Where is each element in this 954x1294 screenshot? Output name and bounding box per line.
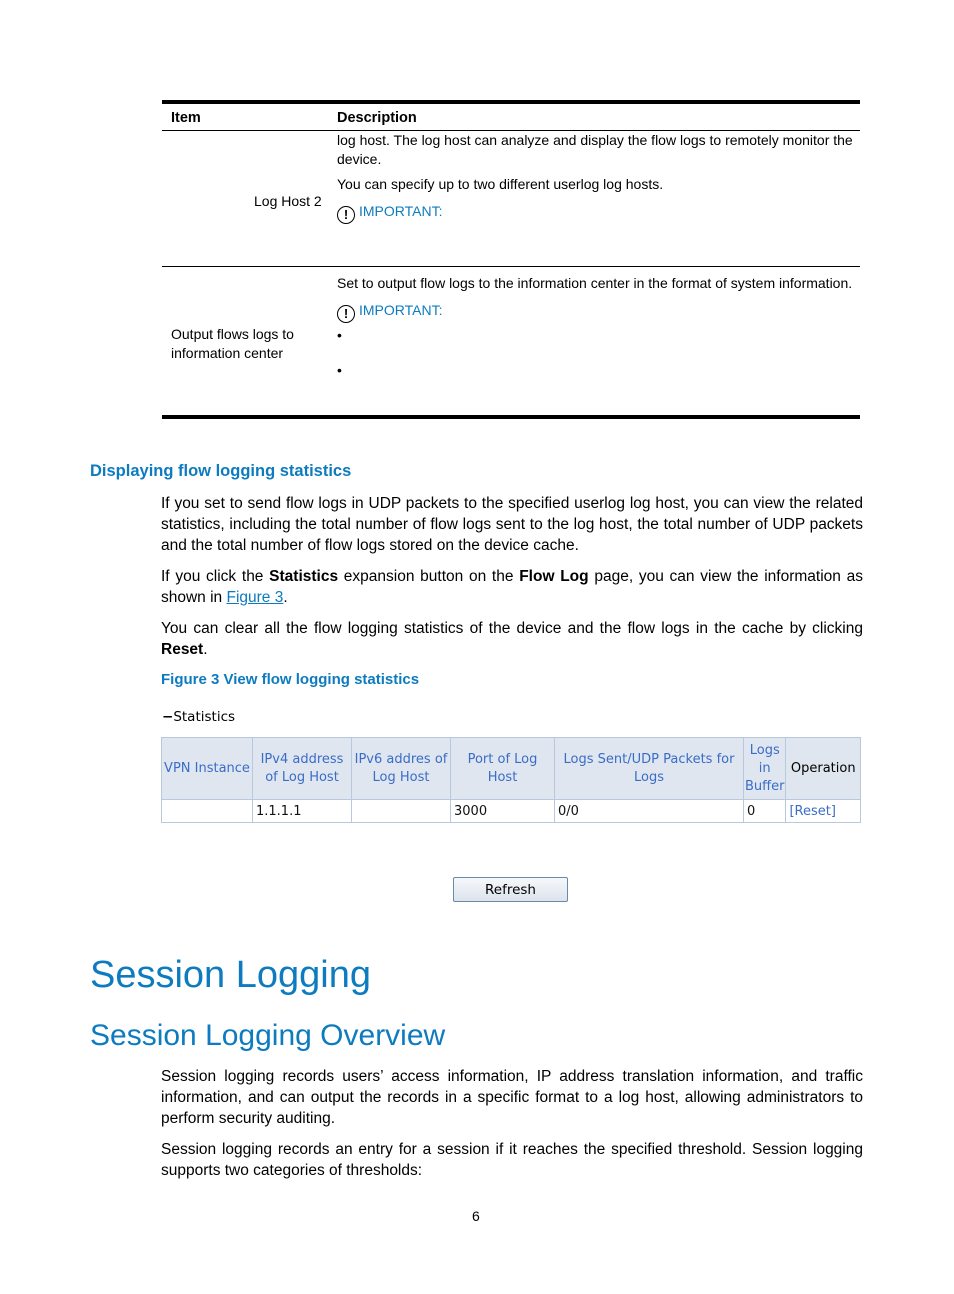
reset-link[interactable]: [Reset] [789, 803, 836, 819]
table-top-rule [162, 100, 860, 104]
chapter-title: Session Logging [90, 954, 371, 996]
p2-text-c: expansion button on the [338, 568, 520, 585]
session-paragraph-2: Session logging records an entry for a session if it reaches the specified threshold. Session logging supports two categories of thresholds: [161, 1141, 863, 1179]
p2-bold-flowlog: Flow Log [519, 568, 589, 585]
row2-item-line1: Output flows logs to [171, 326, 294, 342]
important-icon: ! [337, 305, 355, 323]
p3-bold-reset: Reset [161, 641, 204, 658]
p2-text-a: If you click the [161, 568, 270, 585]
section-overview-title: Session Logging Overview [90, 1019, 446, 1052]
table-bottom-rule [162, 415, 860, 419]
statistics-table [161, 737, 861, 823]
col-port-l1: Port of Log [467, 751, 538, 767]
row-divider [162, 266, 860, 267]
col-ipv4-l2: of Log Host [265, 769, 339, 785]
row1-description [337, 131, 857, 169]
p2-text-f: . [283, 589, 288, 606]
session-paragraph-1: Session logging records users’ access information, IP address translation information, and traffic information, and can output the records in a specific format to a log host, allowing administrators to perform security auditing. [161, 1068, 863, 1127]
statistics-title: Statistics [173, 709, 236, 725]
row2-description: Set to output flow logs to the information center in the format of system information. [337, 275, 853, 291]
row1-desc-line2: device. [337, 151, 382, 167]
row1-desc-extra: You can specify up to two different userlog log hosts. [337, 176, 664, 192]
col-ipv6 [352, 738, 451, 800]
row2-important-label: IMPORTANT: [359, 302, 443, 318]
cell-logs-buffer: 0 [744, 800, 786, 823]
cell-logs-sent: 0/0 [555, 800, 744, 823]
row1-important [337, 202, 443, 224]
section-title: Displaying flow logging statistics [90, 462, 352, 480]
header-description: Description [337, 110, 417, 126]
col-vpn-instance [162, 738, 253, 800]
col-ipv6-l2: Log Host [372, 769, 430, 785]
table-row [162, 800, 861, 823]
cell-vpn [162, 800, 253, 823]
col-operation [786, 738, 861, 800]
cell-ipv4: 1.1.1.1 [253, 800, 352, 823]
row2-item [171, 325, 294, 363]
col-ipv4 [253, 738, 352, 800]
statistics-header[interactable] [162, 709, 235, 725]
p2-bold-statistics: Statistics [269, 568, 339, 585]
col-buf-l3: Buffer [745, 778, 785, 794]
cell-ipv6 [352, 800, 451, 823]
row2-important [337, 301, 443, 323]
row1-important-label: IMPORTANT: [359, 203, 443, 219]
col-buf-l1: Logs [749, 742, 780, 758]
p3-text-a: You can clear all the flow logging statistics of the device and the flow logs in the cache by clicking [161, 620, 863, 637]
row1-item: Log Host 2 [254, 193, 322, 209]
figure-3-link[interactable]: Figure 3 [226, 589, 284, 606]
row1-desc-line1: log host. The log host can analyze and display the flow logs to remotely monitor the [337, 132, 853, 148]
col-sent-l2: Logs [634, 769, 664, 785]
col-vpn-label: VPN Instance [164, 760, 250, 776]
col-ipv6-l1: IPv6 addres of [354, 751, 448, 767]
row2-item-line2: information center [171, 345, 284, 361]
bullet-1: • [337, 327, 342, 343]
col-op-label: Operation [790, 760, 856, 776]
p2-text-e: page, you can view the information as shown in [161, 568, 863, 606]
header-item: Item [171, 110, 201, 126]
col-buf-l2: in [758, 760, 771, 776]
col-logs-sent [555, 738, 744, 800]
paragraph-2 [161, 566, 863, 608]
p3-text-c: . [203, 641, 208, 658]
paragraph-1: If you set to send flow logs in UDP packets to the specified userlog log host, you can view the related statistics, including the total number of flow logs sent to the log host, the total number of UDP packets and the total number of flow logs stored on the device cache. [161, 495, 863, 554]
figure-caption: Figure 3 View flow logging statistics [161, 671, 420, 688]
bullet-2: • [337, 362, 342, 378]
collapse-toggle-icon[interactable]: − [162, 709, 174, 725]
col-ipv4-l1: IPv4 address [260, 751, 344, 767]
important-icon: ! [337, 206, 355, 224]
col-port [451, 738, 555, 800]
paragraph-3 [161, 618, 863, 660]
col-port-l2: Host [487, 769, 518, 785]
refresh-button[interactable]: Refresh [453, 877, 568, 902]
cell-port: 3000 [451, 800, 555, 823]
col-sent-l1: Logs Sent/UDP Packets for [563, 751, 735, 767]
statistics-header-row [162, 738, 861, 800]
page-number: 6 [472, 1208, 480, 1224]
cell-operation [786, 800, 861, 823]
col-logs-buffer [744, 738, 786, 800]
